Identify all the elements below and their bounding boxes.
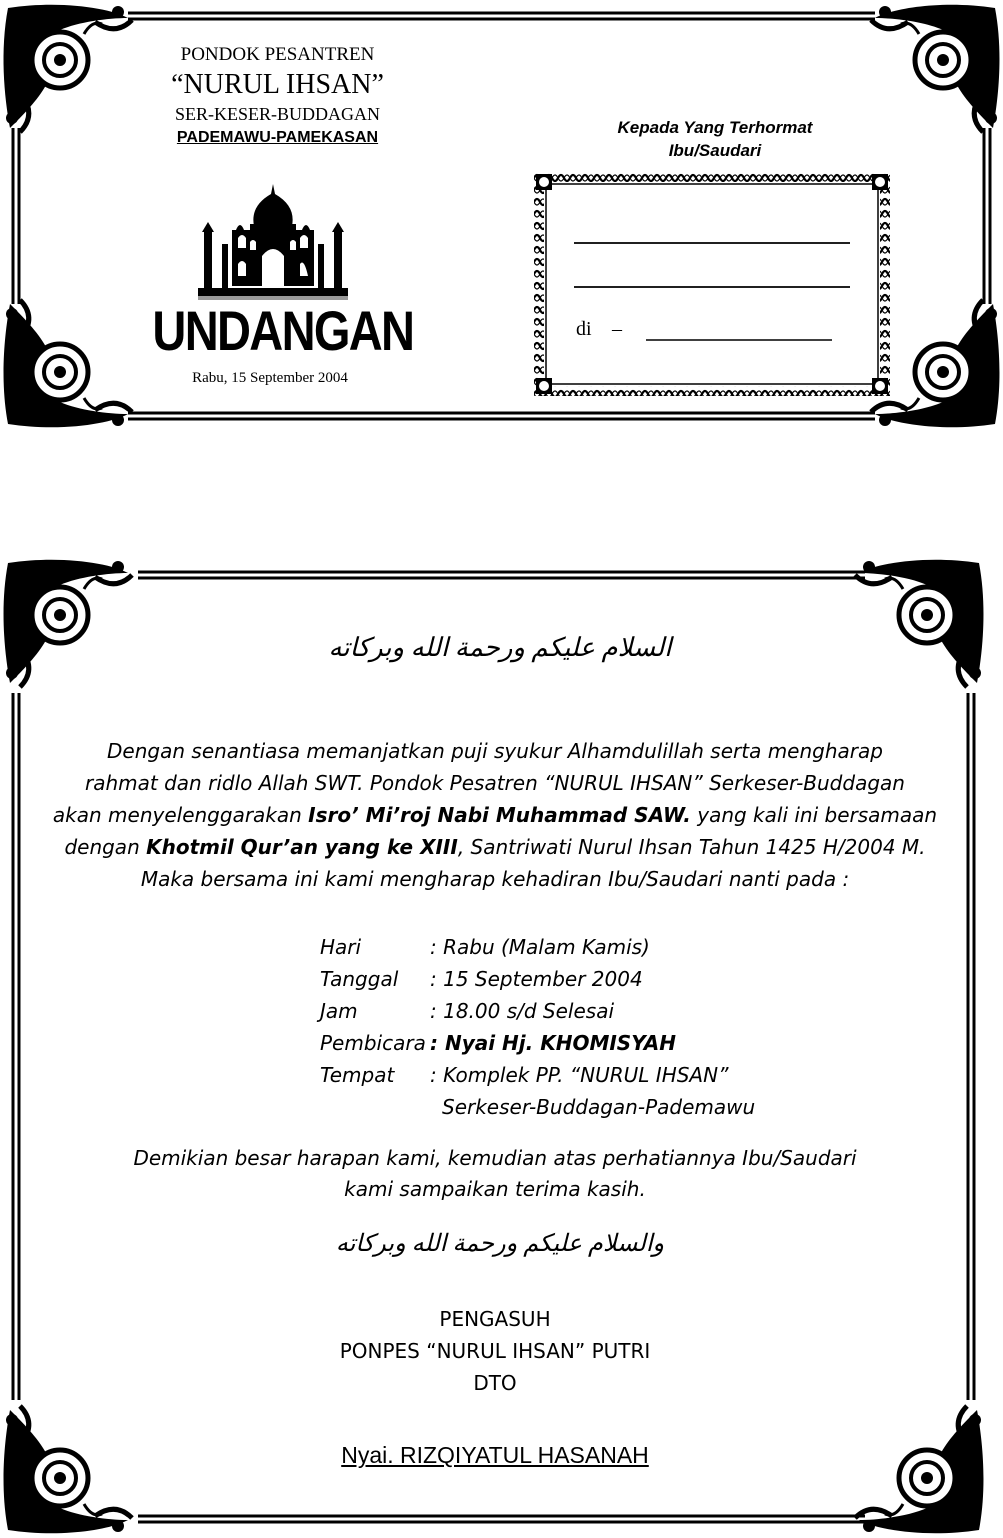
sign-org: PONPES “NURUL IHSAN” PUTRI [339, 1339, 651, 1363]
corner-ornament-bottom-left [4, 300, 132, 427]
org-village: SER-KESER-BUDDAGAN [174, 104, 380, 124]
corner-ornament-bottom-left [4, 1406, 132, 1533]
corner-ornament-top-right [855, 560, 983, 687]
corner-ornament-top-left [4, 5, 132, 132]
mosque-icon [198, 184, 348, 300]
org-name: “NURUL IHSAN” [171, 69, 384, 100]
invitation-date: Rabu, 15 September 2004 [192, 370, 348, 386]
address-dash: – [612, 318, 622, 340]
corner-ornament-bottom-right [871, 300, 999, 427]
org-type: PONDOK PESANTREN [180, 44, 375, 65]
event-khotmil: Khotmil Qur’an yang ke XIII [146, 835, 458, 859]
corner-ornament-top-left [4, 560, 132, 687]
invitation-letter [0, 555, 1003, 1538]
invitation-cover [0, 0, 1003, 432]
intro-line: rahmat dan ridlo Allah SWT. Pondok Pesatren “NURUL IHSAN” Serkeser-Buddagan [85, 771, 905, 795]
address-recipient: Ibu/Saudari [668, 141, 762, 160]
org-district: PADEMAWU-PAMEKASAN [176, 129, 379, 146]
sign-title: PENGASUH [439, 1307, 551, 1331]
salam-opening: السلام عليكم ورحمة الله وبركاته [328, 633, 672, 662]
address-box [534, 172, 890, 396]
intro-line: akan menyelenggarakan Isro’ Mi’roj Nabi Muhammad SAW. yang kali ini bersamaan [52, 803, 938, 827]
sign-dto: DTO [473, 1371, 517, 1395]
corner-ornament-bottom-right [855, 1406, 983, 1533]
event-details: Hari : Rabu (Malam Kamis) Tanggal : 15 September 2004 Jam : 18.00 s/d Selesai Pembicara : Nyai Hj. KHOMISYAH Tempat : Komplek PP. “NURUL IHSAN” Serkeser-Buddagan-Pademawu [320, 935, 756, 1119]
address-title: Kepada Yang Terhormat [617, 118, 813, 137]
intro-line: Dengan senantiasa memanjatkan puji syukur Alhamdulillah serta mengharap [107, 739, 883, 763]
signature-block [200, 1303, 790, 1399]
intro-paragraph [40, 735, 950, 895]
invitation-heading: UNDANGAN [152, 299, 414, 362]
closing-paragraph: Demikian besar harapan kami, kemudian atas perhatiannya Ibu/Saudari kami sampaikan terima kasih. [133, 1146, 857, 1201]
intro-line: dengan Khotmil Qur’an yang ke XIII, Santriwati Nurul Ihsan Tahun 1425 H/2004 M. [64, 835, 926, 859]
intro-line: Maka bersama ini kami mengharap kehadiran Ibu/Saudari nanti pada : [140, 867, 850, 891]
address-box-border [534, 172, 890, 396]
event-name: Isro’ Mi’roj Nabi Muhammad SAW. [308, 803, 691, 827]
address-at-label: di [576, 318, 592, 340]
salam-closing: والسلام عليكم ورحمة الله وبركاته [335, 1231, 665, 1257]
signer-name: Nyai. RIZQIYATUL HASANAH [341, 1442, 649, 1468]
corner-ornament-top-right [871, 5, 999, 132]
